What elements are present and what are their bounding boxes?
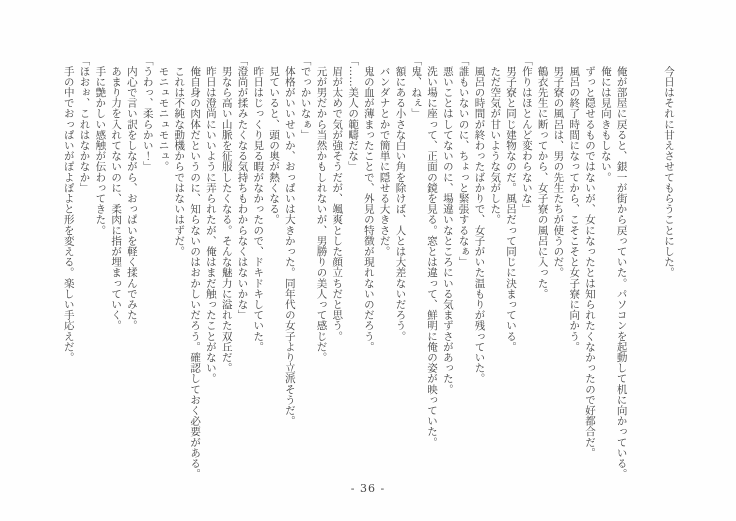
text-line: 洗い場に座って、正面の鏡を見る。窓とは違って、鮮明に俺の姿が映っていた。 bbox=[426, 55, 439, 448]
text-line: 「うわっ、柔らかい！」 bbox=[141, 55, 154, 172]
text-line: 男子寮の風呂は、男の先生たちが使うのだ。 bbox=[552, 55, 565, 278]
text-line: 額にある小さな白い角を除けば、人とは大差ないだろう。 bbox=[394, 55, 407, 342]
text-line: 俺自身の肉体だというのに、知らないのはおかしいだろう。確認しておく必要がある。 bbox=[189, 55, 202, 479]
text-line: 内心で言い訳をしながら、おっぱいを軽く揉んでみた。 bbox=[125, 55, 138, 331]
text-line: 見ていると、頭の奥が熱くなる。 bbox=[268, 55, 281, 225]
blank-line bbox=[644, 55, 660, 483]
page-number: - 36 - bbox=[350, 482, 386, 495]
text-line: 「ほおぉ、これはなかなか」 bbox=[78, 55, 91, 193]
text-line: 「……美人の範疇だな」 bbox=[347, 55, 360, 172]
text-line: 俺が部屋に戻ると、銀一が街から戻っていた。パソコンを起動して机に向かっている。 bbox=[615, 55, 628, 479]
vertical-text-body bbox=[60, 55, 676, 483]
text-line: 俺には見向きもしない。 bbox=[599, 55, 612, 183]
text-line: 手に艶かしい感触が伝わってきた。 bbox=[94, 55, 107, 236]
text-line: モニュモニュモニュ。 bbox=[157, 55, 170, 172]
text-line: ずっと隠せるものではないが、女になったとは知られたくなかったので好都合だ。 bbox=[584, 55, 597, 458]
blank-line bbox=[629, 55, 645, 483]
text-line: これは不純な動機からではないはずだ。 bbox=[173, 55, 186, 257]
text-line: 男子寮と同じ建物なのだ。風呂だって同じに決まっている。 bbox=[505, 55, 518, 352]
text-line: 体格がいいせいか、おっぱいは大きかった。同年代の女子より立派そうだ。 bbox=[283, 55, 296, 426]
text-line: 風呂の時間が終わったばかりで、女子がいた温もりが残っていた。 bbox=[473, 55, 486, 384]
text-line: バンダナとかで簡単に隠せる大きさだ。 bbox=[378, 55, 391, 257]
text-line: 「作りはほとんど変わらないな」 bbox=[520, 55, 533, 214]
text-line: 風呂の終了時間になってから、こそこそと女子寮に向かう。 bbox=[568, 55, 581, 352]
text-line: 悪いことはしてないのに、場違いなところにいる気まずさがあった。 bbox=[441, 55, 454, 395]
text-line: 今日はそれに甘えさせてもらうことにした。 bbox=[663, 55, 675, 278]
text-line: あまり力を入れてないのに、柔肉に指が埋まっていく。 bbox=[110, 55, 123, 331]
text-line: 「でっかいなぁ」 bbox=[299, 55, 312, 140]
text-line: 「澄尚が揉みたくなる気持ちもわからなくはないかな」 bbox=[236, 55, 249, 320]
text-line: 昨日は澄尚にいいように弄られたが、俺はまだ触ったことがない。 bbox=[204, 55, 217, 384]
text-line: 「誰もいないのに、ちょっと緊張するなぁ」 bbox=[457, 55, 470, 267]
text-line: 元が男だから当然かもしれないが、男勝りの美人って感じだ。 bbox=[315, 55, 328, 363]
text-line: 昨日はじっくり見る暇がなかったので、ドキドキしていた。 bbox=[252, 55, 265, 352]
text-line: 「鬼、ねぇ」 bbox=[410, 55, 423, 119]
text-line: 手の中でおっぱいがぽよぽよと形を変える。楽しい手応えだ。 bbox=[62, 55, 75, 363]
text-line: ただ空気が甘いような気がした。 bbox=[489, 55, 502, 225]
text-line: 鬼の血が薄まったことで、外見の特徴が現れないのだろう。 bbox=[362, 55, 375, 352]
text-line: 鶴衣先生に断ってから、女子寮の風呂に入った。 bbox=[536, 55, 549, 299]
text-line: 男なら高い山脈を征服したくなる。そんな魅力に溢れた双丘だ。 bbox=[220, 55, 233, 373]
text-line: 眉が太めで気が強そうだが、颯爽とした顔立ちだと思う。 bbox=[331, 55, 344, 342]
